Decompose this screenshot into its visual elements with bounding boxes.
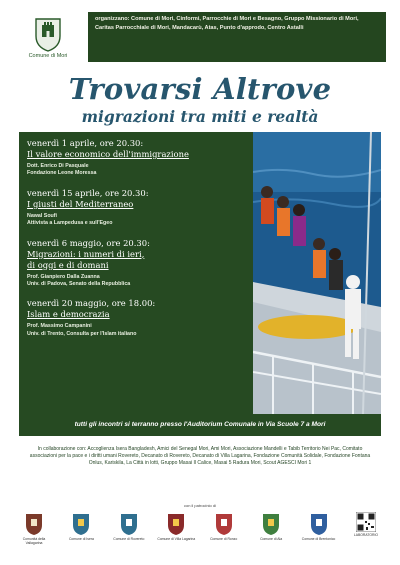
event-speakers: Dott. Enrico Di Pasquale Fondazione Leone Moressa xyxy=(27,163,97,177)
organizers-box: organizzano: Comune di Mori, Cinformi, Parrocchie di Mori e Besagno, Gruppo Missionario di Mori, Caritas Parrocchiale di Mori, Mandacarù, Atas, Punto d'approdo, Centro Astalli xyxy=(88,12,386,62)
event-date: venerdì 6 maggio, ore 20.30: xyxy=(27,237,150,248)
logo-caption: Comune di Isera xyxy=(68,537,94,541)
logo-caption: Comune di Brentonico xyxy=(301,537,336,541)
patron-logo xyxy=(109,512,149,541)
event-2 xyxy=(27,188,245,228)
crest-icon xyxy=(309,512,329,536)
event-speakers: Prof. Massimo Campanini Univ. di Trento, Consulta per l'Islam italiano xyxy=(27,323,137,337)
patrons-label: con il patrocinio di xyxy=(183,503,217,508)
event-date: venerdì 1 aprile, ore 20.30: xyxy=(27,138,144,148)
event-title: Il valore economico dell'immigrazione xyxy=(27,149,189,159)
logo-caption: LABORATORIO xyxy=(353,533,379,537)
crest-icon xyxy=(261,512,281,536)
logo-caption: Comune di Ala xyxy=(260,537,283,541)
patron-logo xyxy=(346,512,386,537)
crest-icon xyxy=(214,512,234,536)
crest-icon xyxy=(166,512,186,536)
migrants-boat-photo xyxy=(253,132,381,414)
boat-photo-illustration xyxy=(253,132,381,414)
poster-title: Trovarsi Altrove xyxy=(68,72,332,106)
events-panel xyxy=(19,132,253,414)
comune-crest xyxy=(26,14,70,64)
logo-caption: Comune di Rovereto xyxy=(113,537,145,541)
event-title: I giusti del Mediterraneo xyxy=(27,198,134,209)
collaboration-text: In collaborazione con: Accoglienza Isera Bangladesh, Amici del Senegal Mori, Ami Mori, Associazione Mandelli e Tabib Territorio Nei Pac, Comitato associazioni per la pace e i diritti umani Rovereto, Decanato di Rovereto, Decanato di Villa Lagarina, Fondazione Comunità Solidale, Fondazione Fontana Onlus, Kariskila, La Città in lotti, Gruppo Masai Il Calice, Masai 5 Radura Mori, Scout AGESCI Mori 1 xyxy=(29,446,371,467)
logo-caption: Comune di Villa Lagarina xyxy=(157,537,196,541)
crest-icon xyxy=(24,512,44,536)
patron-logo xyxy=(204,512,244,541)
patron-logo xyxy=(156,512,196,541)
venue-banner: tutti gli incontri si terranno presso l'Auditorium Comunale in Via Scuole 7 a Mori xyxy=(19,414,381,436)
poster-subtitle: migrazioni tra miti e realtà xyxy=(81,107,319,126)
patron-logo xyxy=(61,512,101,541)
event-title: Migrazioni: i numeri di ieri, di oggi e di domani xyxy=(27,248,145,270)
event-title: Islam e democrazia xyxy=(27,309,110,320)
event-4 xyxy=(27,298,245,338)
qr-code-icon xyxy=(356,512,376,532)
patron-logo xyxy=(299,512,339,541)
logo-caption: Comunità della Vallagarina xyxy=(22,537,46,545)
crest-icon xyxy=(71,512,91,536)
event-date: venerdì 15 aprile, ore 20.30: xyxy=(27,187,149,198)
event-speakers: Prof. Gianpiero Dalla Zuanna Univ. di Padova, Senato della Repubblica xyxy=(27,273,131,288)
town-name: Comune di Mori xyxy=(28,53,68,59)
patron-logo xyxy=(251,512,291,541)
event-date: venerdì 20 maggio, ore 18.00: xyxy=(27,298,156,309)
event-1 xyxy=(27,138,245,178)
event-speakers: Nawal Soufi Attivista a Lampedusa e sull'Egeo xyxy=(27,212,113,227)
crest-icon xyxy=(119,512,139,536)
patron-logo xyxy=(14,512,54,545)
event-3 xyxy=(27,238,245,289)
crest-icon xyxy=(33,14,63,52)
logo-caption: Comune di Ronzo xyxy=(210,537,238,541)
patron-logos xyxy=(14,512,386,558)
